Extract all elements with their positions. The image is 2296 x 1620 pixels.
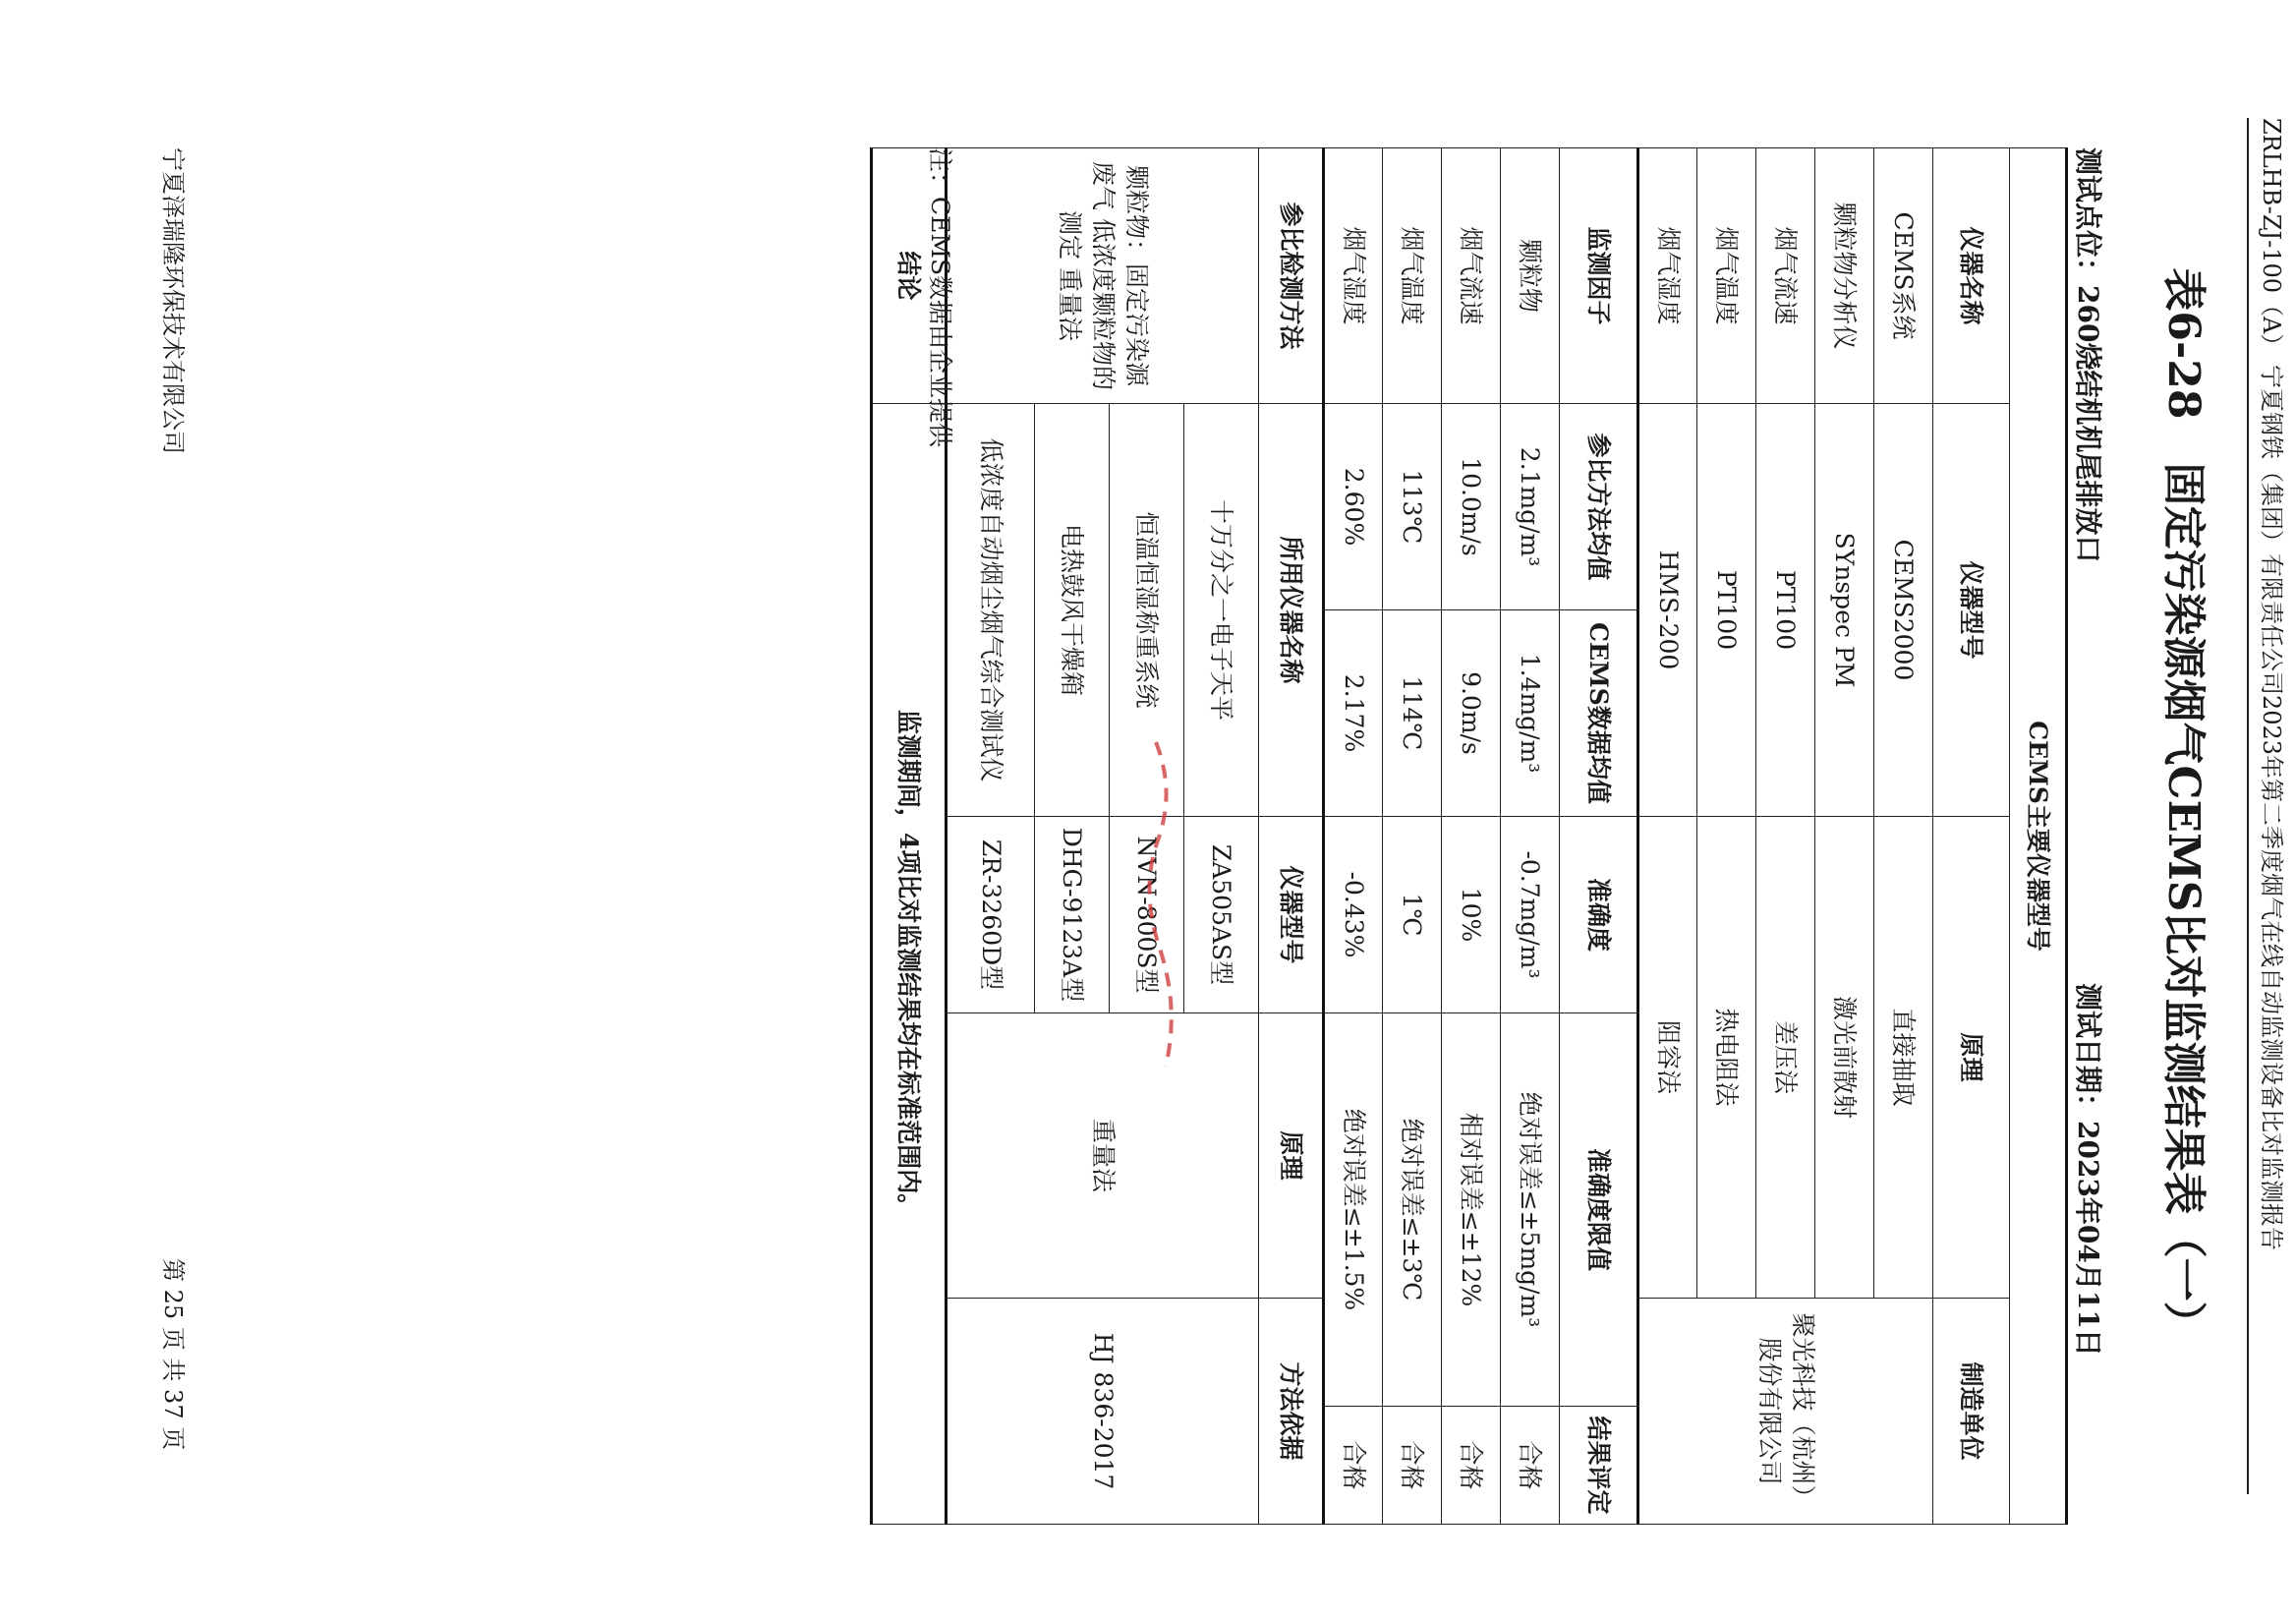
instrument-name: 烟气温度 [1697, 148, 1756, 404]
instrument-principle: 差压法 [1756, 817, 1815, 1299]
page-number: 第 25 页 共 37 页 [159, 1258, 187, 1451]
instrument-model: PT100 [1697, 404, 1756, 817]
accuracy-limit: 绝对误差≤±1.5% [1324, 1013, 1383, 1407]
factor: 烟气流速 [1442, 148, 1501, 404]
ref-avg: 113℃ [1383, 404, 1442, 610]
ref-avg: 2.60% [1324, 404, 1383, 610]
instrument-name: 烟气湿度 [1638, 148, 1697, 404]
instrument-principle: 热电阻法 [1697, 817, 1756, 1299]
cems-avg: 114℃ [1383, 610, 1442, 817]
instrument-model: CEMS2000 [1874, 404, 1933, 817]
accuracy: 1℃ [1383, 817, 1442, 1013]
ref-avg: 2.1mg/m³ [1501, 404, 1560, 610]
result: 合格 [1324, 1407, 1383, 1525]
accuracy-limit: 绝对误差≤±5mg/m³ [1501, 1013, 1560, 1407]
reference-principle: 重量法 [947, 1013, 1259, 1299]
cems-avg: 2.17% [1324, 610, 1383, 817]
instrument-name: 烟气流速 [1756, 148, 1815, 404]
document-title: 表6-28 固定污染源烟气CEMS比对监测结果表（一） [2158, 267, 2209, 1345]
used-instrument: 低浓度自动烟尘烟气综合测试仪 [947, 404, 1035, 817]
instrument-principle: 激光前散射 [1815, 817, 1874, 1299]
header-ref-method: 参比检测方法 [1259, 148, 1324, 404]
accuracy-limit: 相对误差≤±12% [1442, 1013, 1501, 1407]
header-cems-avg: CEMS数据均值 [1560, 610, 1638, 817]
instrument-model: HMS-200 [1638, 404, 1697, 817]
test-date: 测试日期：2023年04月11日 [2072, 983, 2104, 1357]
used-instrument: 十万分之一电子天平 [1184, 404, 1259, 817]
factor: 烟气温度 [1383, 148, 1442, 404]
used-instrument-model: ZA505AS型 [1184, 817, 1259, 1013]
header-factor: 监测因子 [1560, 148, 1638, 404]
accuracy: -0.43% [1324, 817, 1383, 1013]
instrument-name: 颗粒物分析仪 [1815, 148, 1874, 404]
header-rule [2247, 118, 2249, 1494]
conclusion-label: 结论 [872, 148, 947, 404]
used-instrument-model: ZR-3260D型 [947, 817, 1035, 1013]
reference-method: 颗粒物：固定污染源废气 低浓度颗粒物的测定 重量法 [947, 148, 1259, 404]
manufacturer: 聚光科技（杭州）股份有限公司 [1638, 1299, 1933, 1525]
factor: 颗粒物 [1501, 148, 1560, 404]
used-instrument: 电热鼓风干燥箱 [1035, 404, 1110, 817]
header-instrument-model: 仪器型号 [1933, 404, 2010, 817]
red-stamp-fragment [1136, 732, 1195, 1086]
header-principle: 原理 [1933, 817, 2010, 1299]
note: 注：CEMS数据由企业提供 [926, 147, 954, 448]
header-method-basis: 方法依据 [1259, 1299, 1324, 1525]
header-result: 结果评定 [1560, 1407, 1638, 1525]
cems-comparison-table [870, 147, 2068, 1525]
accuracy-limit: 绝对误差≤±3℃ [1383, 1013, 1442, 1407]
result: 合格 [1442, 1407, 1501, 1525]
test-location: 测试点位：260烧结机机尾排放口 [2072, 147, 2104, 563]
result: 合格 [1383, 1407, 1442, 1525]
used-instrument-model: NVN-800S型 [1110, 817, 1184, 1013]
cems-avg: 1.4mg/m³ [1501, 610, 1560, 817]
instrument-model: PT100 [1756, 404, 1815, 817]
used-instrument-model: DHG-9123A型 [1035, 817, 1110, 1013]
header-accuracy: 准确度 [1560, 817, 1638, 1013]
instrument-model: SYnspec PM [1815, 404, 1874, 817]
factor: 烟气湿度 [1324, 148, 1383, 404]
running-header: ZRLHB-ZJ-100（A） 宁夏钢铁（集团）有限责任公司2023年第二季度烟气在线自动监测设备比对监测报告 [2258, 118, 2285, 1251]
instrument-principle: 直接抽取 [1874, 817, 1933, 1299]
header-ref-principle: 原理 [1259, 1013, 1324, 1299]
used-instrument: 恒温恒湿称重系统 [1110, 404, 1184, 817]
header-manufacturer: 制造单位 [1933, 1299, 2010, 1525]
method-basis: HJ 836-2017 [947, 1299, 1259, 1525]
result: 合格 [1501, 1407, 1560, 1525]
header-used-instrument: 所用仪器名称 [1259, 404, 1324, 817]
instrument-section-title: CEMS主要仪器型号 [2010, 148, 2067, 1525]
header-ref-instrument-model: 仪器型号 [1259, 817, 1324, 1013]
instrument-name: CEMS系统 [1874, 148, 1933, 404]
header-ref-avg: 参比方法均值 [1560, 404, 1638, 610]
company-name: 宁夏泽瑞隆环保技术有限公司 [159, 147, 187, 454]
conclusion-text: 监测期间，4项比对监测结果均在标准范围内。 [872, 404, 947, 1525]
instrument-principle: 阻容法 [1638, 817, 1697, 1299]
ref-avg: 10.0m/s [1442, 404, 1501, 610]
cems-avg: 9.0m/s [1442, 610, 1501, 817]
header-instrument-name: 仪器名称 [1933, 148, 2010, 404]
header-accuracy-limit: 准确度限值 [1560, 1013, 1638, 1407]
accuracy: 10% [1442, 817, 1501, 1013]
accuracy: -0.7mg/m³ [1501, 817, 1560, 1013]
